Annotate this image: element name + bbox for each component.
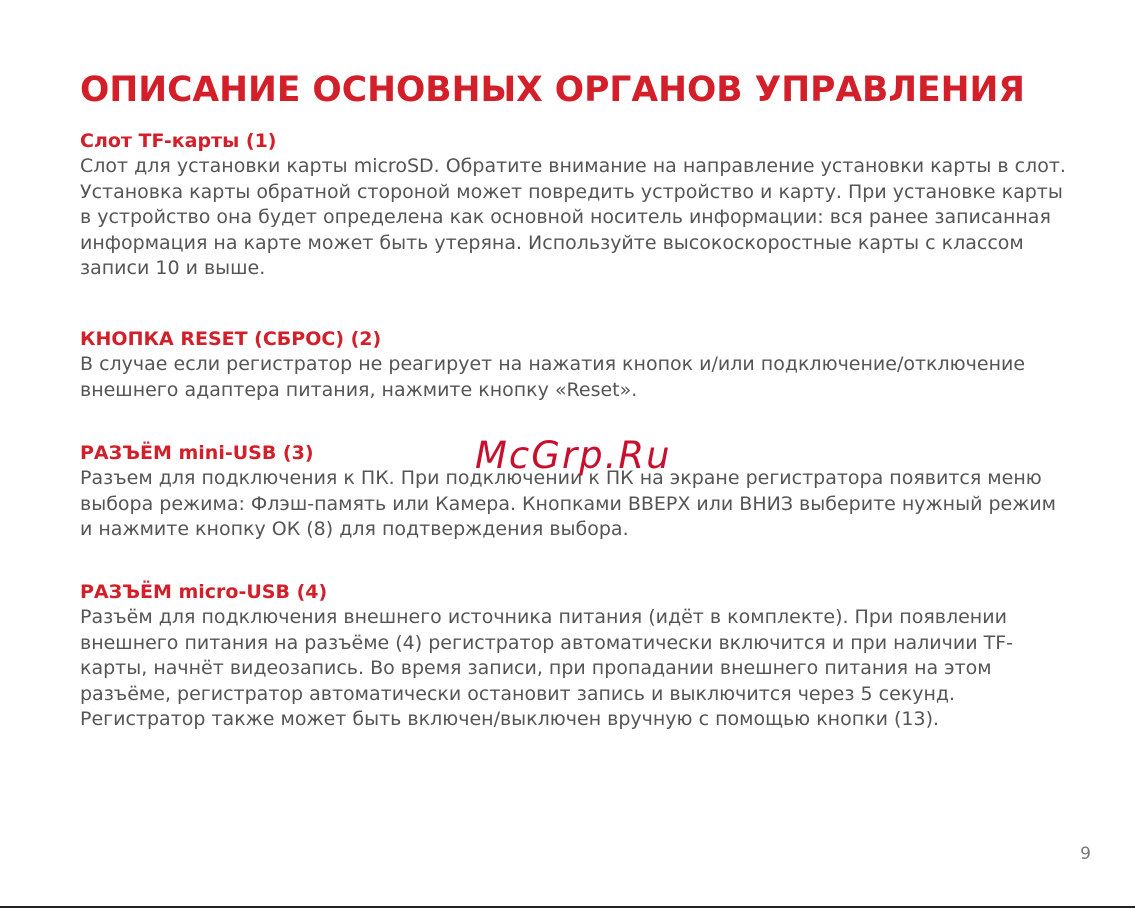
section-heading: Слот TF-карты (1) <box>80 130 277 152</box>
section-body: Разъем для подключения к ПК. При подключении к ПК на экране регистратора появится меню выбора режима: Флэш-память или Камера. Кнопками ВВЕРХ или ВНИЗ выберите нужный режим и нажмите кнопку ОК (8) для подтверждения выбора. <box>80 467 1057 540</box>
section-body: Слот для установки карты microSD. Обратите внимание на направление установки карты в слот. Установка карты обратной стороной может повредить устройство и карту. При установке карты в устройство она будет определена как основной носитель информации: вся ранее записанная информация на карте может быть утеряна. Используйте высокоскоростные карты с классом записи 10 и выше. <box>80 155 1066 279</box>
section-heading: РАЗЪЁМ mini-USB (3) <box>80 442 314 464</box>
watermark-text: McGrp.Ru <box>475 434 672 477</box>
page-title: ОПИСАНИЕ ОСНОВНЫХ ОРГАНОВ УПРАВЛЕНИЯ <box>80 70 1025 110</box>
section-heading: КНОПКА RESET (СБРОС) (2) <box>80 328 382 350</box>
section-body: В случае если регистратор не реагирует на нажатия кнопок и/или подключение/отключение внешнего адаптера питания, нажмите кнопку «Reset». <box>80 353 1026 401</box>
section-micro-usb <box>80 579 1070 733</box>
section-reset-button <box>80 326 1070 403</box>
page-number: 9 <box>1080 844 1091 864</box>
section-heading: РАЗЪЁМ micro-USB (4) <box>80 581 328 603</box>
section-tf-card-slot <box>80 128 1070 282</box>
section-body: Разъём для подключения внешнего источника питания (идёт в комплекте). При появлении внешнего питания на разъёме (4) регистратор автоматически включится и при наличии TF-карты, начнёт видеозапись. Во время записи, при пропадании внешнего питания на этом разъёме, регистратор автоматически остановит запись и выключится через 5 секунд. Регистратор также может быть включен/выключен вручную с помощью кнопки (13). <box>80 606 1013 730</box>
